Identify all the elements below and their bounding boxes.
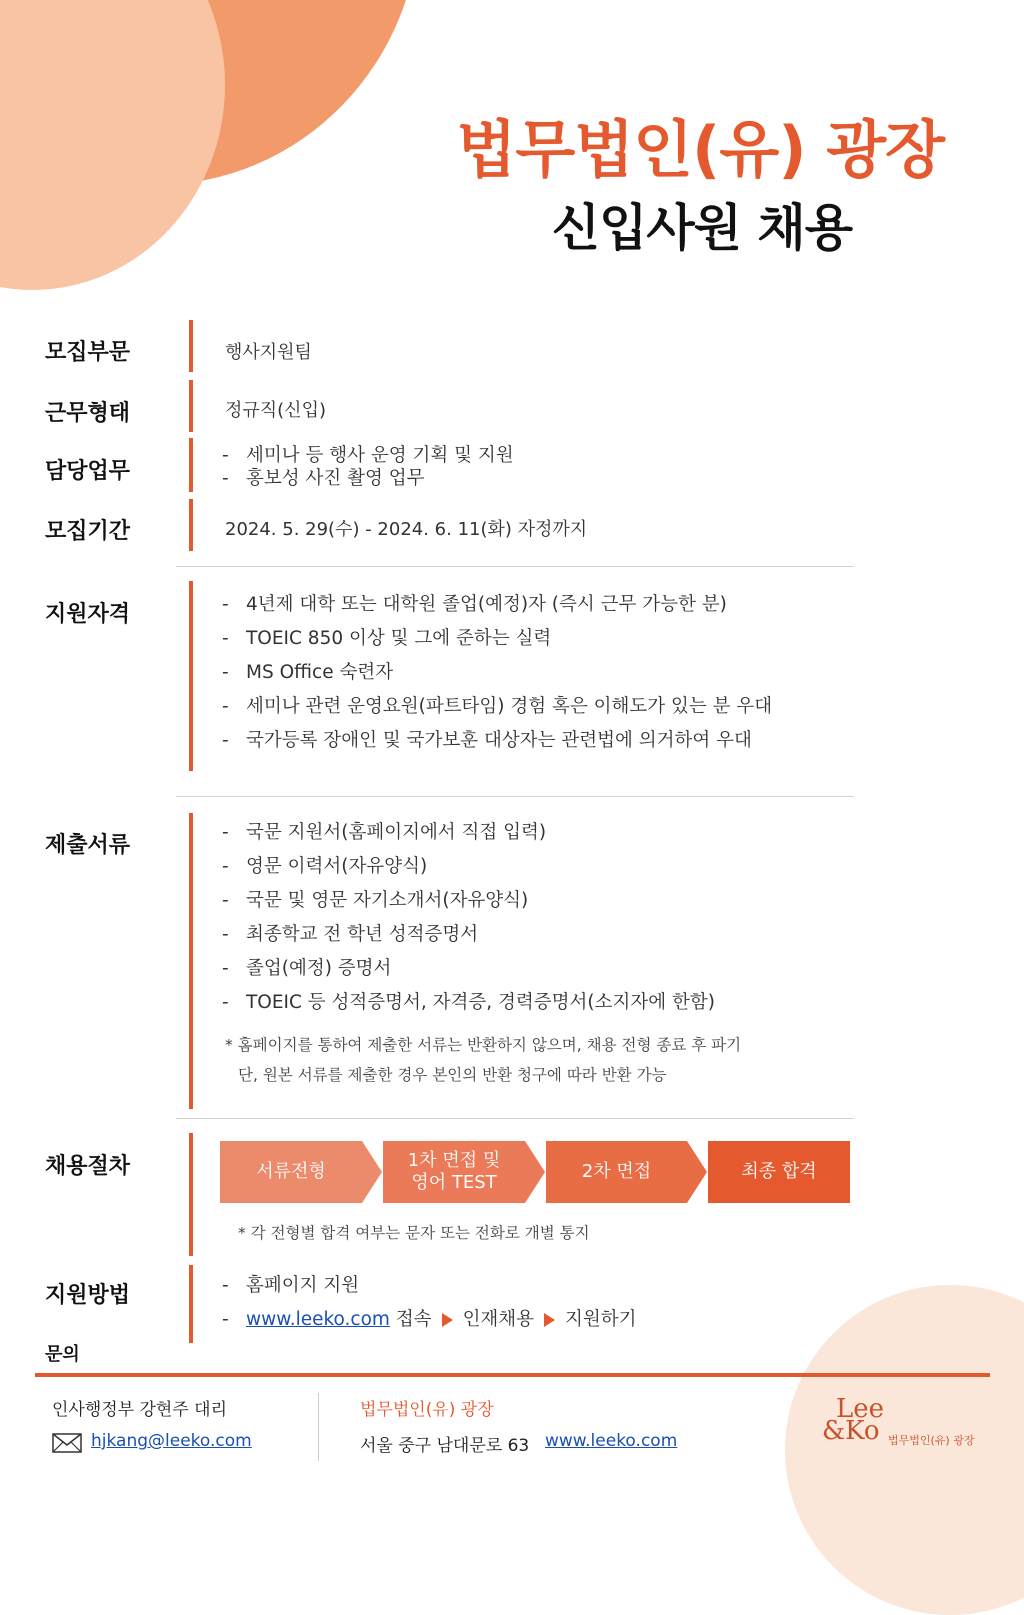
contact-website-link[interactable]: www.leeko.com xyxy=(545,1431,678,1451)
procedure-step-1: 서류전형 xyxy=(220,1141,362,1203)
section-bar xyxy=(189,320,193,372)
divider xyxy=(176,566,854,567)
section-bar xyxy=(189,813,193,1109)
qualifications-list xyxy=(222,588,772,758)
duties-list xyxy=(222,444,514,490)
page-title: 신입사원 채용 xyxy=(551,199,852,257)
mail-icon xyxy=(52,1433,82,1457)
section-bar xyxy=(189,499,193,551)
step-arrow xyxy=(525,1141,545,1203)
list-item xyxy=(222,1303,637,1337)
method-list xyxy=(222,1269,637,1337)
procedure-step-2: 1차 면접 및 영어 TEST xyxy=(383,1141,525,1203)
list-item: - 국가등록 장애인 및 국가보훈 대상자는 관련법에 의거하여 우대 xyxy=(222,724,772,758)
method-label: 지원방법 xyxy=(45,1283,131,1308)
decorative-circle-light xyxy=(0,0,225,290)
documents-label: 제출서류 xyxy=(45,833,131,858)
method-step-apply: 지원하기 xyxy=(565,1309,637,1330)
list-item: - 세미나 관련 운영요원(파트타임) 경험 혹은 이해도가 있는 분 우대 xyxy=(222,690,772,724)
step-arrow xyxy=(362,1141,382,1203)
contact-firm: 법무법인(유) 광장 xyxy=(360,1400,494,1420)
list-item: - 국문 및 영문 자기소개서(자유양식) xyxy=(222,884,715,918)
section-bar xyxy=(189,380,193,432)
type-value: 정규직(신입) xyxy=(225,400,326,421)
contact-label: 문의 xyxy=(45,1344,80,1365)
leeko-logo: Lee &Ko xyxy=(822,1394,885,1446)
period-label: 모집기간 xyxy=(45,519,131,544)
qualifications-label: 지원자격 xyxy=(45,602,131,627)
section-bar xyxy=(189,438,193,492)
divider xyxy=(176,1118,854,1119)
website-link[interactable]: www.leeko.com xyxy=(246,1309,390,1330)
documents-list xyxy=(222,816,715,1020)
contact-email-link[interactable]: hjkang@leeko.com xyxy=(91,1431,252,1451)
procedure-step-4: 최종 합격 xyxy=(708,1141,850,1203)
divider xyxy=(176,796,854,797)
firm-title: 법무법인(유) 광장 xyxy=(456,113,944,186)
list-item: - MS Office 숙련자 xyxy=(222,656,772,690)
step-arrow xyxy=(687,1141,707,1203)
list-item: - TOEIC 850 이상 및 그에 준하는 실력 xyxy=(222,622,772,656)
decorative-circle-bottom xyxy=(785,1285,1024,1615)
list-item: - 졸업(예정) 증명서 xyxy=(222,952,715,986)
section-bar xyxy=(189,1133,193,1256)
list-item: - 최종학교 전 학년 성적증명서 xyxy=(222,918,715,952)
period-value: 2024. 5. 29(수) - 2024. 6. 11(화) 자정까지 xyxy=(225,519,588,540)
list-item: - 영문 이력서(자유양식) xyxy=(222,850,715,884)
documents-note-line2: 단, 원본 서류를 제출한 경우 본인의 반환 청구에 따라 반환 가능 xyxy=(238,1066,667,1084)
method-step-recruit: 인재채용 xyxy=(462,1309,535,1330)
list-item: - 세미나 등 행사 운영 기획 및 지원 xyxy=(222,444,514,467)
section-bar xyxy=(189,581,193,771)
list-item: - 국문 지원서(홈페이지에서 직접 입력) xyxy=(222,816,715,850)
list-item: - 홍보성 사진 촬영 업무 xyxy=(222,467,514,490)
section-bar xyxy=(189,1265,193,1343)
procedure-label: 채용절차 xyxy=(45,1154,131,1179)
type-label: 근무형태 xyxy=(45,401,131,426)
triangle-arrow-icon xyxy=(544,1313,555,1327)
logo-subtitle: 법무법인(유) 광장 xyxy=(888,1434,975,1447)
procedure-note: * 각 전형별 합격 여부는 문자 또는 전화로 개별 통지 xyxy=(238,1224,590,1242)
list-item: - 홈페이지 지원 xyxy=(222,1269,637,1303)
duties-label: 담당업무 xyxy=(45,459,131,484)
procedure-step-3: 2차 면접 xyxy=(546,1141,687,1203)
list-item: - TOEIC 등 성적증명서, 자격증, 경력증명서(소지자에 한함) xyxy=(222,986,715,1020)
contact-address: 서울 중구 남대문로 63 xyxy=(360,1436,530,1456)
footer-divider xyxy=(35,1373,990,1377)
triangle-arrow-icon xyxy=(442,1313,453,1327)
division-label: 모집부문 xyxy=(45,340,131,365)
contact-person: 인사행정부 강현주 대리 xyxy=(52,1400,228,1420)
list-item: - 4년제 대학 또는 대학원 졸업(예정)자 (즉시 근무 가능한 분) xyxy=(222,588,772,622)
division-value: 행사지원팀 xyxy=(225,342,312,363)
footer-separator xyxy=(318,1393,319,1461)
method-connect: 접속 xyxy=(395,1309,432,1330)
documents-note-line1: * 홈페이지를 통하여 제출한 서류는 반환하지 않으며, 채용 전형 종료 후 파기 xyxy=(225,1036,742,1054)
